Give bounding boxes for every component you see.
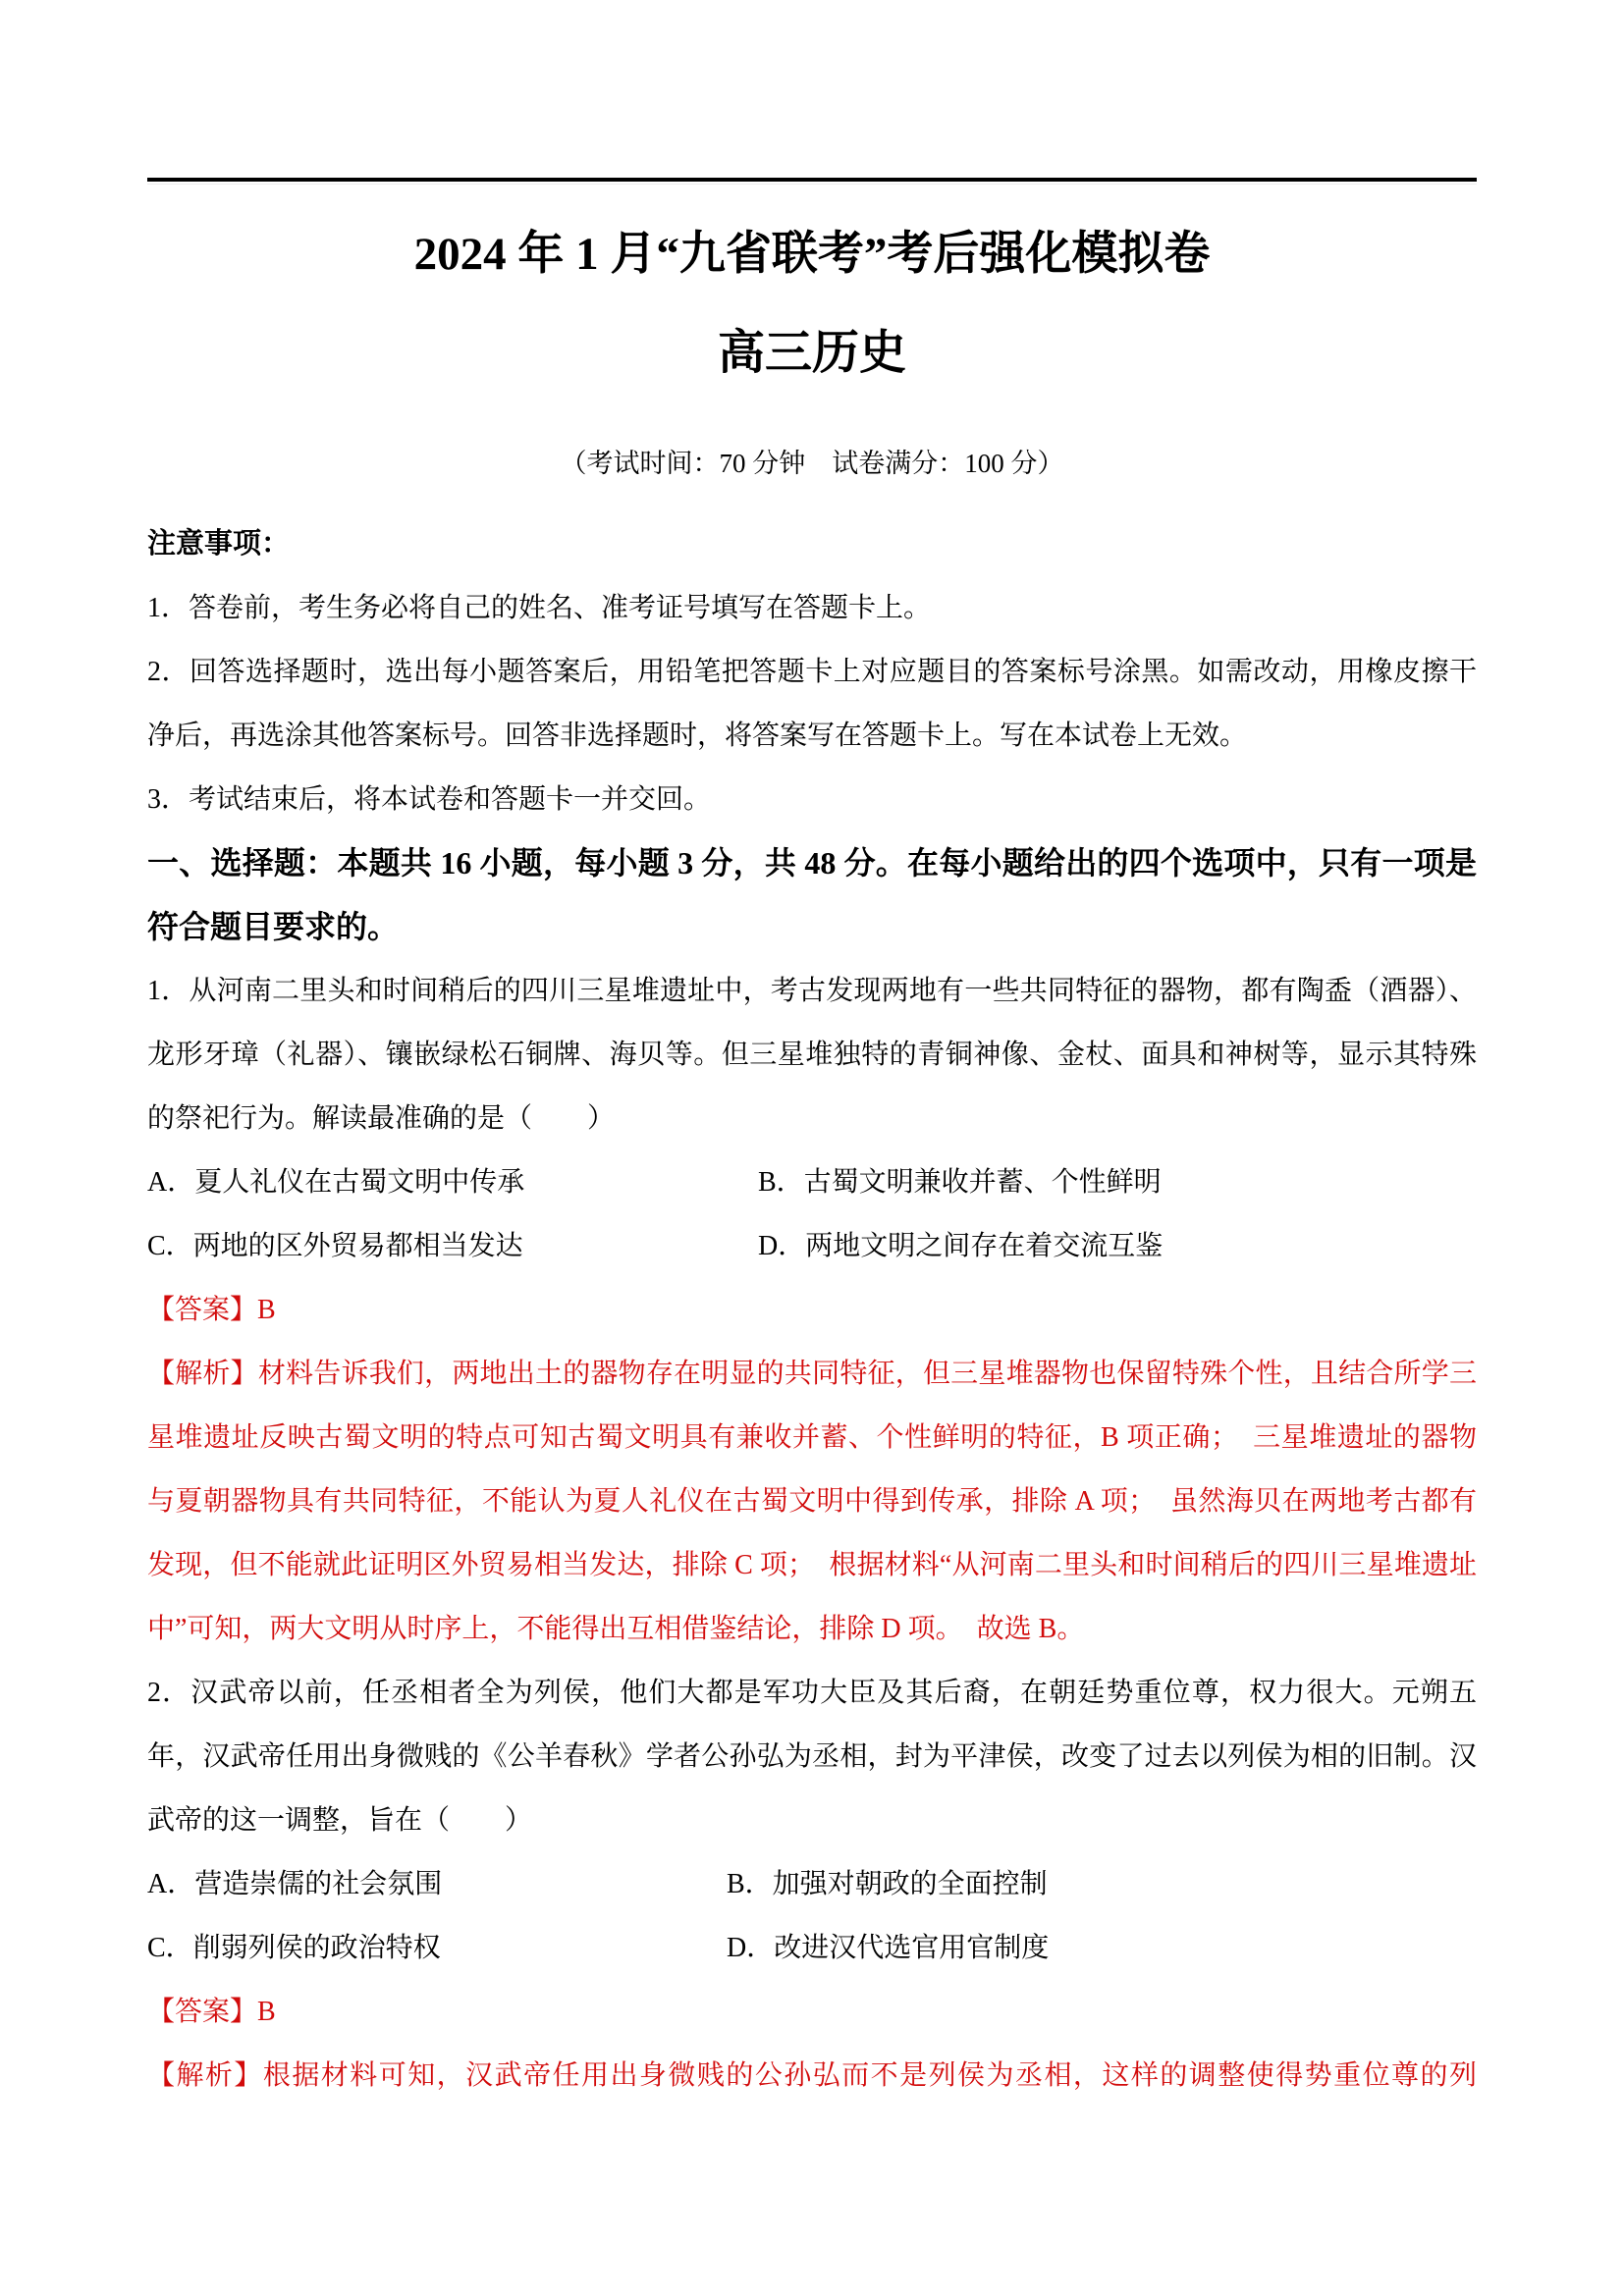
analysis-label: 【解析】	[147, 1359, 258, 1389]
question-2-option-c: C．削弱列侯的政治特权	[147, 1933, 441, 1963]
question-1-option-b: B．古蜀文明兼收并蓄、个性鲜明	[758, 1167, 1162, 1198]
notice-heading: 注意事项：	[147, 528, 291, 560]
question-1-option-a: A．夏人礼仪在古蜀文明中传承	[147, 1167, 525, 1198]
analysis-text: 根据材料可知，汉武帝任用出身微贱的公孙弘而不是列侯为丞相，这样的调整使得势重位尊的列	[262, 2060, 1477, 2091]
answer-value: B	[257, 1997, 276, 2027]
paper-body	[147, 512, 1477, 2108]
question-2-answer-line	[147, 1980, 1477, 2044]
answer-label: 【答案】	[147, 1997, 258, 2027]
question-1-option-c: C．两地的区外贸易都相当发达	[147, 1231, 523, 1261]
question-1-stem: 1．从河南二里头和时间稍后的四川三星堆遗址中，考古发现两地有一些共同特征的器物，都有陶盉（酒器）、龙形牙璋（礼器）、镶嵌绿松石铜牌、海贝等。但三星堆独特的青铜神像、金杖、面具和神树等，显示其特殊的祭祀行为。解读最准确的是（ ）	[147, 976, 1477, 1134]
question-1-answer-line	[147, 1278, 1477, 1342]
notice-item-2: 2．回答选择题时，选出每小题答案后，用铅笔把答题卡上对应题目的答案标号涂黑。如需改动，用橡皮擦干净后，再选涂其他答案标号。回答非选择题时，将答案写在答题卡上。写在本试卷上无效。	[147, 657, 1477, 751]
question-1-option-d: D．两地文明之间存在着交流互鉴	[758, 1231, 1164, 1261]
question-1-analysis-line	[147, 1342, 1477, 1661]
paper-title: 2024 年 1 月“九省联考”考后强化模拟卷	[413, 229, 1211, 280]
question-2-option-d: D．改进汉代选官用官制度	[727, 1933, 1050, 1963]
notice-item-1: 1．答卷前，考生务必将自己的姓名、准考证号填写在答题卡上。	[147, 593, 932, 623]
subject-title: 高三历史	[717, 327, 906, 379]
page-content	[0, 178, 1624, 2108]
exam-info-line: （考试时间：70 分钟 试卷满分：100 分）	[560, 449, 1064, 478]
question-1-options-row-ab	[147, 1150, 1477, 1214]
answer-value: B	[257, 1295, 276, 1325]
section-heading: 一、选择题：本题共 16 小题，每小题 3 分，共 48 分。在每小题给出的四个选项中，只有一项是符合题目要求的。	[147, 845, 1477, 944]
header-rule	[147, 178, 1477, 185]
question-block-1	[147, 959, 1477, 1661]
analysis-text: 材料告诉我们，两地出土的器物存在明显的共同特征，但三星堆器物也保留特殊个性，且结合所学三星堆遗址反映古蜀文明的特点可知古蜀文明具有兼收并蓄、个性鲜明的特征，B 项正确； 三星堆遗址的器物与夏朝器物具有共同特征，不能认为夏人礼仪在古蜀文明中得到传承，排除 A 项； 虽然海贝在两地考古都有发现，但不能就此证明区外贸易相当发达，排除 C 项； 根据材料“从河南二里头和时间稍后的四川三星堆遗址中”可知，两大文明从时序上，不能得出互相借鉴结论，排除 D 项。 故选 B。	[147, 1359, 1477, 1644]
question-2-analysis-line	[147, 2044, 1477, 2108]
question-2-option-b: B．加强对朝政的全面控制	[727, 1869, 1048, 1899]
analysis-label: 【解析】	[147, 2060, 263, 2091]
question-2-stem: 2．汉武帝以前，任丞相者全为列侯，他们大都是军功大臣及其后裔，在朝廷势重位尊，权力很大。元朔五年，汉武帝任用出身微贱的《公羊春秋》学者公孙弘为丞相，封为平津侯，改变了过去以列侯为相的旧制。汉武帝的这一调整，旨在（ ）	[147, 1678, 1477, 1836]
question-1-options-row-cd	[147, 1214, 1477, 1278]
answer-label: 【答案】	[147, 1295, 258, 1325]
question-2-options-row-cd	[147, 1916, 1477, 1980]
question-block-2	[147, 1661, 1477, 2108]
notice-item-3: 3．考试结束后，将本试卷和答题卡一并交回。	[147, 784, 712, 815]
question-2-option-a: A．营造崇儒的社会氛围	[147, 1869, 443, 1899]
question-2-options-row-ab	[147, 1852, 1477, 1916]
